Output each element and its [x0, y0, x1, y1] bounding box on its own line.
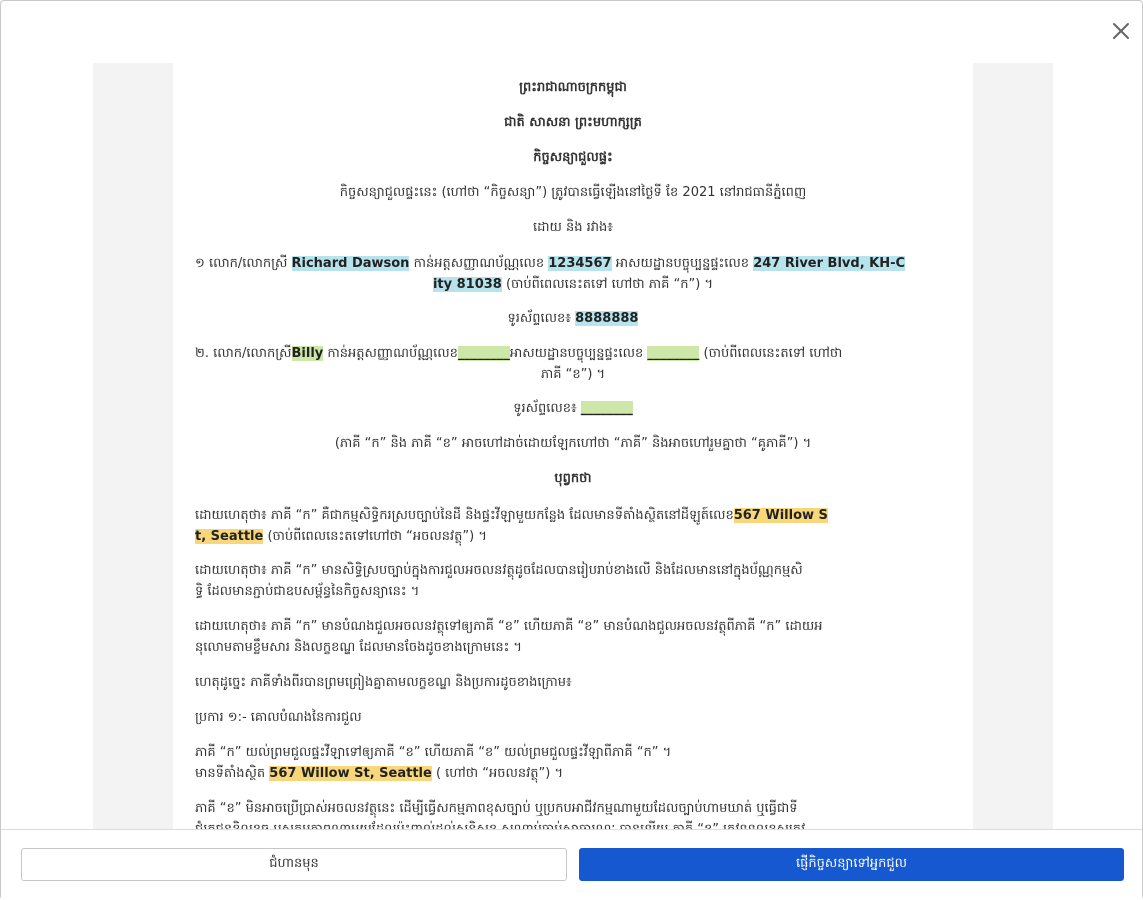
- parties-note: (ភាគី “ក” និង ភាគី “ខ” អាចហៅដាច់ដោយឡែកហៅថា “ភាគី” និងអាចហៅរួមគ្នាថា “គូភាគី”) ។: [334, 436, 812, 451]
- party1-name-field[interactable]: Richard Dawson: [291, 256, 410, 271]
- party2-line: [195, 343, 951, 364]
- contract-page: [173, 63, 973, 863]
- previous-step-button[interactable]: ជំហានមុន: [21, 848, 567, 881]
- whereas-3-line-2: នុលោមតាមខ្លឹមសារ និងលក្ខខណ្ឌ ដែលមានចែងដូចខាងក្រោមនេះ ។: [195, 640, 522, 655]
- whereas-1-line: [195, 505, 951, 526]
- party2-suffix: (ចាប់ពីពេលនេះតទៅ ហៅថា: [699, 346, 843, 361]
- party1-address-label: អាសយដ្ឋានបច្ចុប្បន្នផ្ទះលេខ: [611, 256, 754, 271]
- modal-footer: [1, 829, 1142, 900]
- heading-motto: ជាតិ សាសនា ព្រះមហាក្សត្រ: [504, 115, 642, 130]
- party1-id-label: កាន់អត្តសញ្ញាណប័ណ្ណលេខ: [409, 256, 549, 271]
- party1-phone-label: ទូរស័ព្ទលេខ៖: [507, 311, 576, 326]
- article-1-text-2: ភាគី “ខ” មិនអាចប្រើប្រាស់អចលនវត្ថុនេះ ដើម្បីធ្វើសកម្មភាពខុសច្បាប់ ឬប្រកបអាជីវកម្មណាមួយដែលច្បាប់ហាមឃាត់ ឬធ្វើជាទី: [195, 801, 798, 816]
- whereas-3-line: ដោយហេតុថា៖ ភាគី “ក” មានបំណងជួលអចលនវត្ថុទៅឲ្យភាគី “ខ” ហើយភាគី “ខ” មានបំណងជួលអចលនវត្ថុពីភាគី “ក” ដោយអ: [195, 619, 823, 634]
- between-text: ដោយ និង រវាង៖: [533, 220, 613, 235]
- whereas-1-suffix: (ចាប់ពីពេលនេះតទៅហៅថា “អចលនវត្ថុ”) ។: [263, 529, 487, 544]
- article-1-title: ប្រការ ១:- គោលបំណងនៃការជួល: [195, 710, 362, 725]
- property-address-field-cont[interactable]: t, Seattle: [195, 529, 264, 544]
- preamble-title: បុព្វកថា: [554, 471, 592, 486]
- party1-line-2: [173, 274, 973, 295]
- article-1-location-suffix: ( ហៅថា “អចលនវត្ថុ”) ។: [431, 766, 564, 781]
- party2-name-field[interactable]: Billy: [291, 346, 324, 361]
- party2-line-2: ភាគី “ខ”) ។: [540, 367, 606, 382]
- whereas-2-line: ដោយហេតុថា៖ ភាគី “ក” មានសិទ្ធិស្របច្បាប់ក្នុងការជួលអចលនវត្ថុដូចដែលបានរៀបរាប់ខាងលើ និងដែលមាននៅក្នុងប័ណ្ណកម្មសិ: [195, 563, 803, 578]
- article-1-text: ភាគី “ក” យល់ព្រមជួលផ្ទះវីឡាទៅឲ្យភាគី “ខ” ហើយភាគី “ខ” យល់ព្រមជួលផ្ទះវីឡាពីភាគី “ក” ។: [195, 745, 672, 760]
- party1-address-field-cont[interactable]: ity 81038: [432, 277, 502, 292]
- party2-address-label: អាសយដ្ឋានបច្ចុប្បន្នផ្ទះលេខ: [509, 346, 648, 361]
- whereas-1-line-2: [195, 526, 951, 547]
- party2-phone-label: ទូរស័ព្ទលេខ៖: [513, 401, 581, 416]
- party1-phone-line: [173, 308, 973, 329]
- party1-line: [195, 253, 951, 274]
- close-button[interactable]: [1109, 19, 1133, 43]
- close-icon: [1112, 22, 1130, 40]
- document-viewer[interactable]: [93, 63, 1053, 829]
- party2-phone-field[interactable]: ________: [580, 401, 633, 416]
- party2-id-field[interactable]: ________: [457, 346, 510, 361]
- article-1-property-field[interactable]: 567 Willow St, Seattle: [269, 766, 432, 781]
- intro-text: កិច្ចសន្យាជួលផ្ទះនេះ (ហៅថា “កិច្ចសន្យា”) ត្រូវបានធ្វើឡើងនៅថ្ងៃទី ខែ 2021 នៅរាជធានីភ្នំពេញ: [339, 185, 807, 200]
- property-address-field[interactable]: 567 Willow S: [733, 508, 828, 523]
- party2-prefix: ២. លោក/លោកស្រី: [195, 346, 292, 361]
- article-1-location-line: [195, 763, 951, 784]
- party1-id-field[interactable]: 1234567: [548, 256, 612, 271]
- whereas-2-line-2: ទ្ធិ ដែលមានភ្ជាប់ជាឧបសម្ព័ន្ធនៃកិច្ចសន្យានេះ ។: [195, 584, 420, 599]
- heading-kingdom: ព្រះរាជាណាចក្រកម្ពុជា: [519, 80, 627, 95]
- therefore-text: ហេតុដូច្នេះ ភាគីទាំងពីរបានព្រមព្រៀងគ្នាតាមលក្ខខណ្ឌ និងប្រការដូចខាងក្រោម៖: [195, 675, 572, 690]
- party1-phone-field[interactable]: 8888888: [575, 311, 639, 326]
- party1-suffix: (ចាប់ពីពេលនេះតទៅ ហៅថា ភាគី “ក”) ។: [501, 277, 714, 292]
- party1-prefix: ១ លោក/លោកស្រី: [195, 256, 292, 271]
- party2-phone-line: [173, 398, 973, 419]
- party2-id-label: កាន់អត្តសញ្ញាណប័ណ្ណលេខ: [323, 346, 458, 361]
- party1-address-field[interactable]: 247 River Blvd, KH-C: [753, 256, 906, 271]
- whereas-1-text: ដោយហេតុថា៖ ភាគី “ក” គឺជាកម្មសិទ្ធិករស្របច្បាប់នៃដី និងផ្ទះវីឡាមួយកន្លែង ដែលមានទីតាំងស្ថិតនៅដីឡូត៍លេខ: [195, 508, 734, 523]
- article-1-location-label: មានទីតាំងស្ថិត: [195, 766, 270, 781]
- party2-address-field[interactable]: ________: [647, 346, 700, 361]
- send-contract-button[interactable]: ផ្ញើកិច្ចសន្យាទៅអ្នកជួល: [579, 848, 1124, 881]
- contract-title: កិច្ចសន្យាជួលផ្ទះ: [533, 150, 613, 165]
